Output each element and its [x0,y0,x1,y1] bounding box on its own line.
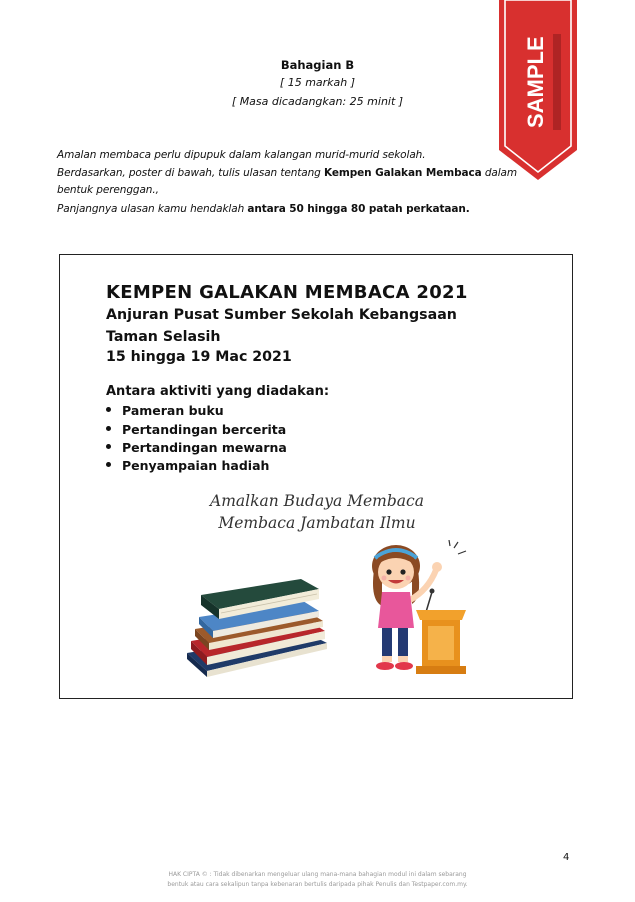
slogan-line-2: Membaca Jambatan Ilmu [218,514,416,532]
bullet-icon [106,462,111,467]
instruction-line-1: Amalan membaca perlu dipupuk dalam kalangan murid-murid sekolah. [57,149,426,161]
girl-podium-illustration [366,540,476,685]
bullet-icon [106,426,111,431]
poster-organizer-line-2: Taman Selasih [106,329,221,345]
time-label: [ Masa dicadangkan: 25 minit ] [231,95,404,108]
poster-title: KEMPEN GALAKAN MEMBACA 2021 [106,282,468,303]
slogan-line-1: Amalkan Budaya Membaca [210,492,424,510]
instruction-text: Berdasarkan, poster di bawah, tulis ulasan tentang [57,167,321,179]
activity-label: Pertandingan bercerita [122,422,287,437]
activity-label: Pameran buku [122,403,224,418]
instruction-text: Panjangnya ulasan kamu hendaklah [57,203,245,215]
marks-label: [ 15 markah ] [279,76,356,89]
instruction-line-4 [57,203,582,215]
campaign-name: Kempen Galakan Membaca [323,167,482,179]
copyright-line-1: HAK CIPTA © : Tidak dibenarkan mengeluar ulang mana-mana bahagian modul ini dalam sebarang [168,871,467,878]
activity-item [106,422,286,437]
activity-item [106,440,287,455]
bullet-icon [106,407,111,412]
bullet-icon [106,444,111,449]
books-illustration [185,573,330,683]
poster [59,254,573,699]
poster-organizer-line-1: Anjuran Pusat Sumber Sekolah Kebangsaan [106,307,457,323]
instruction-line-3: bentuk perenggan., [57,184,159,196]
activity-label: Penyampaian hadiah [122,458,270,473]
sample-watermark [497,0,579,182]
word-count-requirement: antara 50 hingga 80 patah perkataan. [247,203,470,215]
page-number: 4 [563,852,570,863]
activity-item [106,458,269,473]
watermark-text: SAMPLE [523,36,548,128]
activities-heading: Antara aktiviti yang diadakan: [106,384,330,399]
activity-item [106,403,224,418]
poster-date: 15 hingga 19 Mac 2021 [106,349,292,365]
section-title: Bahagian B [280,58,355,72]
activity-label: Pertandingan mewarna [122,440,287,455]
copyright-line-2: bentuk atau cara sekalipun tanpa kebenaran bertulis daripada pihak Penulis dan Testpaper.com.my. [167,881,468,888]
instruction-text: dalam [484,167,518,179]
